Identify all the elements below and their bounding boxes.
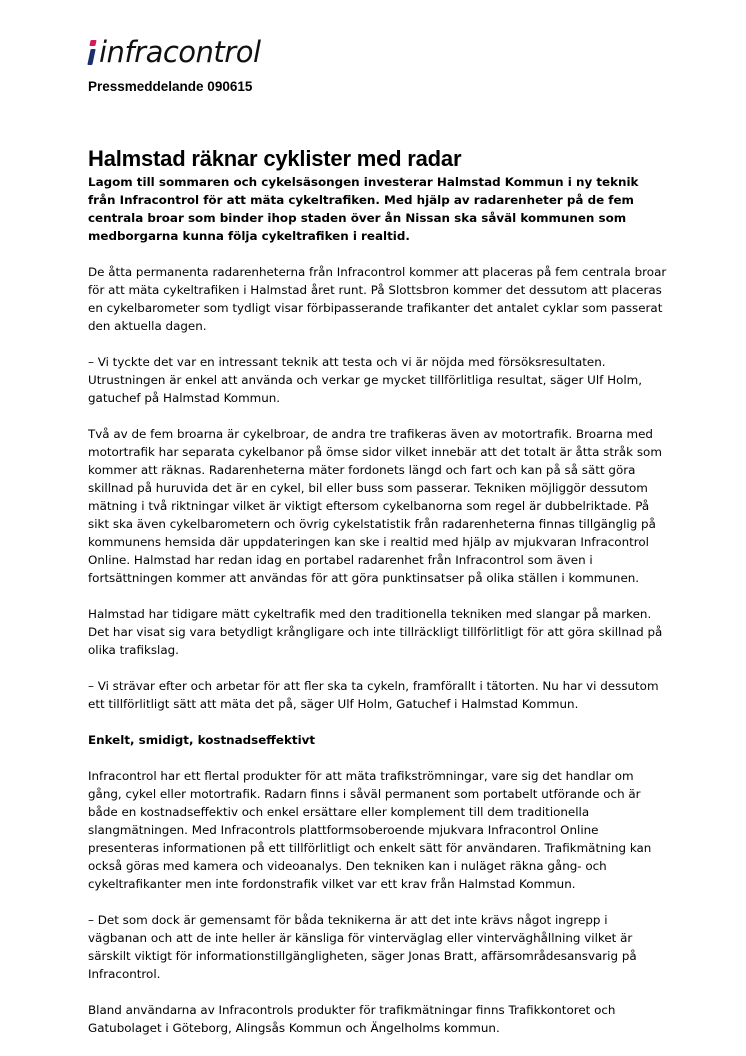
- paragraph-2: – Vi tyckte det var en intressant teknik att testa och vi är nöjda med försöksresultaten. Utrustningen är enkel att använda och verkar ge mycket tillförlitliga resultat, säger Ulf Holm, gatuchef på Halmstad Kommun.: [88, 355, 643, 405]
- paragraph-1: De åtta permanenta radarenheterna från Infracontrol kommer att placeras på fem centrala broar för att mäta cykeltrafiken i Halmstad året runt. På Slottsbron kommer det dessutom att placeras en cykelbarometer som tydligt visar förbipasserande trafikanter det antalet cyklar som passerat den aktuella dagen.: [88, 265, 667, 333]
- article-body: [88, 145, 668, 1055]
- paragraph-7: – Det som dock är gemensamt för båda teknikerna är att det inte krävs något ingrepp i vägbanan och att de inte heller är känsliga för vinterväglag eller vinterväghållning vilket är särskilt viktigt för informationstillgängligheten, säger Jonas Bratt, affärsområdesansvarig på Infracontrol.: [88, 913, 637, 981]
- paragraph-5: – Vi strävar efter och arbetar för att fler ska ta cykeln, framförallt i tätorten. Nu har vi dessutom ett tillförlitligt sätt att mäta det på, säger Ulf Holm, Gatuchef i Halmstad Kommun.: [88, 679, 659, 711]
- logo-mark-icon: [88, 34, 98, 64]
- logo-text: infracontrol: [99, 35, 261, 69]
- paragraph-4: Halmstad har tidigare mätt cykeltrafik med den traditionella tekniken med slangar på marken. Det har visat sig vara betydligt krångligare och inte tillräckligt tillförlitligt för att göra skillnad på olika trafikslag.: [88, 607, 663, 657]
- section-subheading: Enkelt, smidigt, kostnadseffektivt: [88, 733, 316, 747]
- paragraph-3: Två av de fem broarna är cykelbroar, de andra tre trafikeras även av motortrafik. Broarna med motortrafik har separata cykelbanor på ömse sidor vilket innebär att det totalt är åtta stråk som kommer att räknas. Radarenheterna mäter fordonets längd och fart och kan på så sätt göra skillnad på huruvida det är en cykel, bil eller buss som passerar. Tekniken möjliggör dessutom mätning i två riktningar vilket är viktigt eftersom cykelbanorna som regel är dubbelriktade. På sikt ska även cykelbarometern och övrig cykelstatistik från radarenheterna finnas tillgänglig på kommunens hemsida där uppdateringen kan ske i realtid med hjälp av mjukvaran Infracontrol Online. Halmstad har redan idag en portabel radarenhet från Infracontrol som även i fortsättningen kommer att användas för att göra punktinsatser på olika ställen i kommunen.: [88, 427, 662, 585]
- article-lead: Lagom till sommaren och cykelsäsongen investerar Halmstad Kommun i ny teknik från Infracontrol för att mäta cykeltrafiken. Med hjälp av radarenheter på de fem centrala broar som binder ihop staden över ån Nissan ska såväl kommunen som medborgarna kunna följa cykeltrafiken i realtid.: [88, 175, 639, 243]
- infracontrol-logo: [88, 34, 261, 70]
- press-release-label: Pressmeddelande 090615: [88, 79, 253, 94]
- article-title: Halmstad räknar cyklister med radar: [88, 146, 462, 171]
- paragraph-6: Infracontrol har ett flertal produkter för att mäta trafikströmningar, vare sig det handlar om gång, cykel eller motortrafik. Radarn finns i såväl permanent som portabelt utförande och är både en kostnadseffektiv och enkel ersättare eller komplement till dem traditionella slangmätningen. Med Infracontrols plattformsoberoende mjukvara Infracontrol Online presenteras informationen på ett tillförlitligt och enkelt sätt för användaren. Trafikmätning kan också göras med kamera och videoanalys. Den tekniken kan i nuläget räkna gång- och cykeltrafikanter men inte fordonstrafik vilket var ett krav från Halmstad Kommun.: [88, 769, 652, 891]
- paragraph-8: Bland användarna av Infracontrols produkter för trafikmätningar finns Trafikkontoret och Gatubolaget i Göteborg, Alingsås Kommun och Ängelholms kommun.: [88, 1003, 616, 1035]
